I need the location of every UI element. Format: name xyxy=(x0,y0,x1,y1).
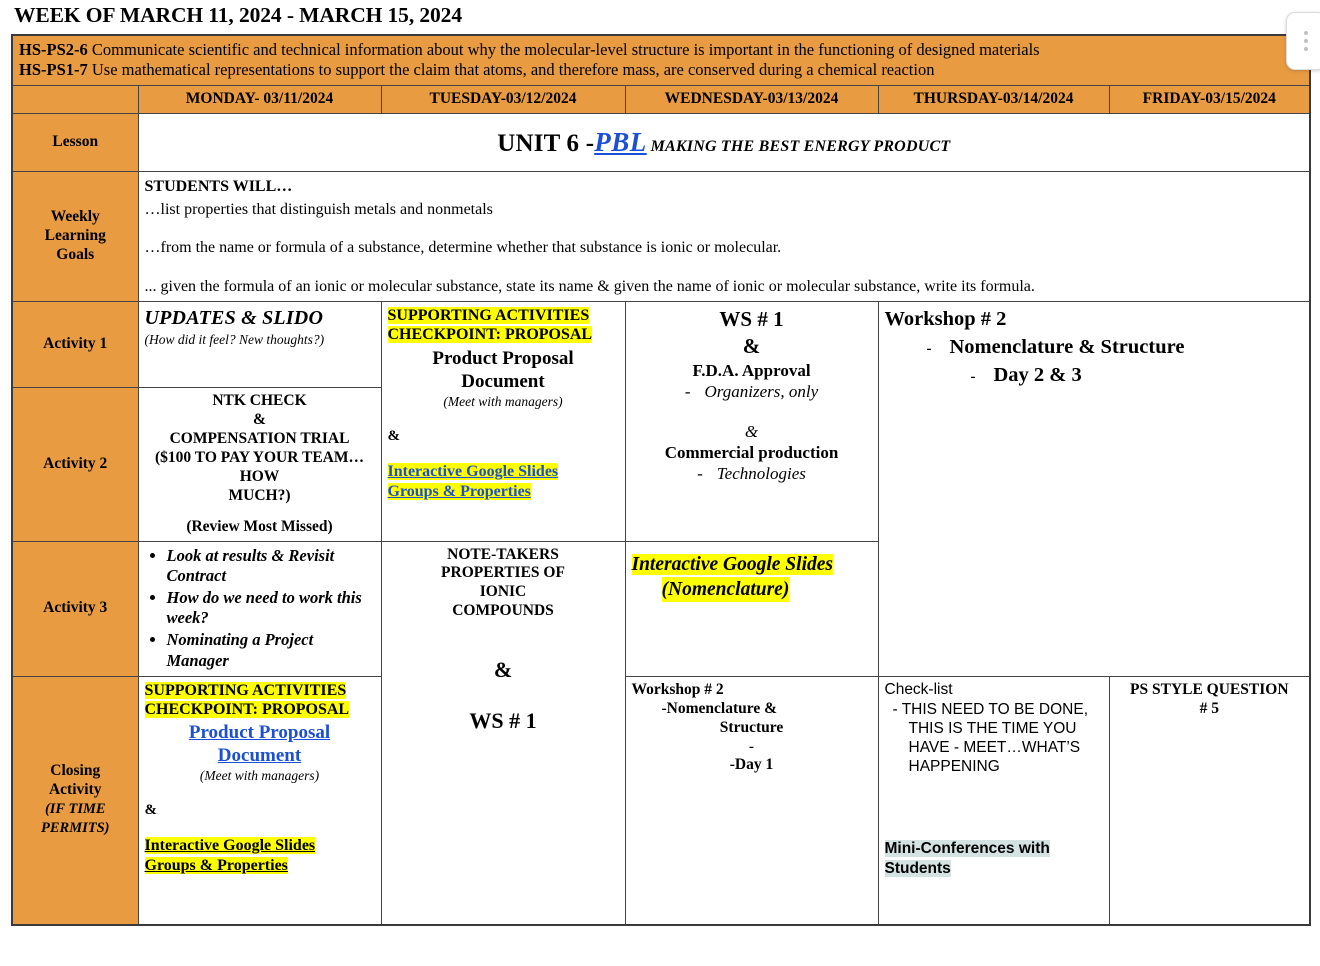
note-takers-line-4: COMPOUNDS xyxy=(452,602,554,620)
wednesday-closing-dash-2: - xyxy=(729,756,735,774)
wednesday-slides-line-1: Interactive Google Slides xyxy=(631,553,833,575)
closing-friday-cell xyxy=(1109,677,1310,925)
activity1-2-tuesday-cell xyxy=(381,302,625,541)
day-header-thursday: THURSDAY-03/14/2024 xyxy=(878,85,1109,113)
activity1-2-wednesday-cell xyxy=(625,302,878,541)
row-label-activity-3: Activity 3 xyxy=(12,541,138,677)
wednesday-organizers-text: Organizers, only xyxy=(704,381,819,401)
activity3-closing-tuesday-cell xyxy=(381,541,625,925)
note-takers-line-1: NOTE-TAKERS xyxy=(447,545,559,563)
wednesday-interactive-slides-nomenclature xyxy=(632,546,872,603)
tuesday-slides-link-line-1[interactable]: Interactive Google Slides xyxy=(387,462,559,480)
goals-line-3: ... given the formula of an ionic or molecular substance, state its name & given the name of ionic or molecular substance, write its formula. xyxy=(144,277,1035,295)
tuesday-checkpoint-line-1: SUPPORTING ACTIVITIES xyxy=(387,307,590,325)
row-label-closing-activity xyxy=(12,677,138,925)
wednesday-closing-day-text: Day 1 xyxy=(734,756,774,774)
wednesday-dash-2: - xyxy=(697,463,703,483)
wednesday-amp-1: & xyxy=(742,334,761,359)
wednesday-ws1-label: WS # 1 xyxy=(719,307,784,332)
standard-code-2: HS-PS1-7 xyxy=(19,60,88,80)
standard-text-1: Communicate scientific and technical information about why the molecular-level structure is important in the functioning of designed materials xyxy=(87,39,1040,59)
checklist-heading: Check-list xyxy=(884,681,953,699)
thursday-nomenclature-item xyxy=(885,334,1304,362)
monday-meet-managers: (Meet with managers) xyxy=(199,767,320,783)
floating-toolbar-handle[interactable] xyxy=(1286,12,1320,70)
row-label-activity: Activity xyxy=(48,780,102,798)
closing-wednesday-cell xyxy=(625,677,878,925)
note-takers-ampersand: & xyxy=(493,657,513,683)
compensation-amount-2: MUCH?) xyxy=(228,486,291,504)
list-item: • Look at results & Revisit Contract xyxy=(167,546,375,587)
activity1-row xyxy=(12,302,1310,388)
note-takers-line-3: IONIC xyxy=(479,583,527,601)
ntk-gap xyxy=(145,506,375,518)
thursday-workshop-title: Workshop # 2 xyxy=(884,308,1007,331)
row-label-weekly-goals xyxy=(12,171,138,301)
row-label-activity-2: Activity 2 xyxy=(12,388,138,541)
thursday-dash-2: - xyxy=(970,368,976,385)
row-label-if-time: (IF TIME xyxy=(44,800,106,817)
wednesday-closing-workshop-title: Workshop # 2 xyxy=(631,681,724,699)
tuesday-slides-link-line-2[interactable]: Groups & Properties xyxy=(387,482,531,500)
wednesday-technologies-item xyxy=(632,464,872,485)
review-most-missed: (Review Most Missed) xyxy=(186,517,333,535)
wednesday-amp-2: & xyxy=(744,422,759,442)
compensation-amount: ($100 TO PAY YOUR TEAM…HOW xyxy=(155,448,364,485)
dot-icon xyxy=(1304,31,1308,35)
tuesday-ampersand: & xyxy=(387,428,400,445)
wednesday-dash-1: - xyxy=(684,381,691,401)
updates-slido-subtitle: (How did it feel? New thoughts?) xyxy=(144,331,325,347)
monday-ppd-link-line-1[interactable]: Product Proposal xyxy=(188,721,331,743)
wednesday-closing-day-item xyxy=(632,756,872,775)
closing-monday-cell xyxy=(138,677,381,925)
row-label-closing: Closing xyxy=(50,762,101,780)
row-label-permits: PERMITS) xyxy=(41,820,110,837)
day-header-friday: FRIDAY-03/15/2024 xyxy=(1109,85,1310,113)
lesson-row xyxy=(12,113,1310,171)
wednesday-ws1 xyxy=(632,306,872,361)
monday-interactive-slides-link[interactable] xyxy=(145,836,375,876)
row-label-activity-1: Activity 1 xyxy=(12,302,138,388)
wednesday-technologies-text: Technologies xyxy=(716,463,806,483)
monday-ppd-link-line-2[interactable]: Document xyxy=(217,744,302,766)
thursday-nomenclature-text: Nomenclature & Structure xyxy=(949,335,1185,358)
dot-icon xyxy=(1304,39,1308,43)
day-header-monday: MONDAY- 03/11/2024 xyxy=(138,85,381,113)
activity2-monday-cell xyxy=(138,388,381,541)
activity3-monday-bullet-list xyxy=(145,546,375,672)
row-label-lesson: Lesson xyxy=(12,113,138,171)
tuesday-ppd-line-1: Product Proposal xyxy=(432,347,574,369)
monday-checkpoint-heading xyxy=(145,681,375,719)
weekly-goals-content xyxy=(138,171,1310,301)
activity1-monday-cell xyxy=(138,302,381,388)
dot-icon xyxy=(1304,47,1308,51)
day-header-tuesday: TUESDAY-03/12/2024 xyxy=(381,85,625,113)
mini-conferences-note xyxy=(885,839,1103,879)
standard-hs-ps2-6 xyxy=(19,40,1303,61)
wednesday-closing-dash-1: - xyxy=(661,700,667,718)
standard-hs-ps1-7 xyxy=(19,60,1303,81)
lesson-unit-text: UNIT 6 - xyxy=(497,129,595,157)
lesson-subtitle: MAKING THE BEST ENERGY PRODUCT xyxy=(650,137,951,155)
wednesday-closing-structure-text: Structure xyxy=(719,719,784,737)
list-item: • How do we need to work this week? xyxy=(167,588,375,629)
lesson-content-cell xyxy=(138,113,1310,171)
monday-checkpoint-line-1: SUPPORTING ACTIVITIES xyxy=(144,682,347,700)
closing-activity-row xyxy=(12,677,1310,925)
thursday-day-text: Day 2 & 3 xyxy=(993,363,1082,386)
goals-heading: STUDENTS WILL… xyxy=(144,177,293,195)
activity3-wednesday-cell xyxy=(625,541,878,677)
wednesday-slides-line-2: (Nomenclature) xyxy=(662,577,790,602)
row-label-goals: Goals xyxy=(56,245,95,263)
wednesday-commercial-production: Commercial production xyxy=(664,442,839,462)
ntk-check: NTK CHECK xyxy=(212,392,307,410)
wednesday-fda-approval: F.D.A. Approval xyxy=(692,360,811,380)
checklist-body: - THIS NEED TO BE DONE, THIS IS THE TIME YOU HAVE - MEET…WHAT’S HAPPENING xyxy=(892,701,1089,775)
list-item: • Nominating a Project Manager xyxy=(167,630,375,671)
monday-slides-link-line-2[interactable]: Groups & Properties xyxy=(144,856,288,874)
wednesday-spacer xyxy=(632,402,872,422)
standards-cell xyxy=(12,35,1310,86)
goals-line-1: …list properties that distinguish metals and nonmetals xyxy=(144,201,493,219)
monday-checkpoint-line-2: CHECKPOINT: PROPOSAL xyxy=(144,701,350,719)
mini-conferences-line-1: Mini-Conferences with xyxy=(884,839,1050,857)
tuesday-ppd-line-2: Document xyxy=(461,370,545,392)
monday-product-proposal-link[interactable] xyxy=(145,721,375,767)
wednesday-closing-nomenclature-item xyxy=(632,700,872,719)
activity3-monday-cell xyxy=(138,541,381,677)
standard-code-1: HS-PS2-6 xyxy=(19,39,88,59)
updates-slido-title: UPDATES & SLIDO xyxy=(144,307,324,330)
tuesday-checkpoint-heading xyxy=(388,306,619,344)
tuesday-checkpoint-line-2: CHECKPOINT: PROPOSAL xyxy=(387,326,593,344)
day-header-row xyxy=(12,85,1310,113)
monday-ampersand: & xyxy=(144,802,157,819)
weekly-lesson-plan-table xyxy=(11,34,1311,926)
thursday-day-item xyxy=(885,362,1304,390)
closing-thursday-cell xyxy=(878,677,1109,925)
goals-line-2: …from the name or formula of a substance, determine whether that substance is ionic or molecular. xyxy=(144,238,782,256)
day-header-blank xyxy=(12,85,138,113)
thursday-dash-1: - xyxy=(926,340,932,357)
ntk-amp: & xyxy=(253,411,266,429)
pbl-link[interactable]: PBL xyxy=(594,126,647,157)
thursday-workshop-2 xyxy=(885,306,1304,389)
note-takers-line-2: PROPERTIES OF xyxy=(441,564,565,582)
tuesday-product-proposal-doc xyxy=(388,347,619,393)
compensation-trial: COMPENSATION TRIAL xyxy=(169,429,350,447)
mini-conferences-line-2: Students xyxy=(884,859,951,877)
day-header-wednesday: WEDNESDAY-03/13/2024 xyxy=(625,85,878,113)
ps-style-question-line-2: # 5 xyxy=(1199,700,1219,718)
weekly-goals-row xyxy=(12,171,1310,301)
tuesday-meet-managers: (Meet with managers) xyxy=(443,393,563,409)
row-label-learning: Learning xyxy=(44,227,106,245)
note-takers-ws1: WS # 1 xyxy=(469,707,537,733)
activity1-2-3-thursday-friday-cell xyxy=(878,302,1310,677)
monday-slides-link-line-1[interactable]: Interactive Google Slides xyxy=(144,836,316,854)
wednesday-organizers-item xyxy=(632,382,872,403)
wednesday-closing-nomenclature-text: Nomenclature & xyxy=(666,700,778,718)
wednesday-closing-dash-mid: - xyxy=(749,738,754,755)
standard-text-2: Use mathematical representations to support the claim that atoms, and therefore mass, are conserved during a chemical reaction xyxy=(87,60,935,80)
tuesday-interactive-slides-link[interactable] xyxy=(388,462,619,502)
standards-row xyxy=(12,35,1310,86)
page-title: WEEK OF MARCH 11, 2024 - MARCH 15, 2024 xyxy=(14,3,462,27)
ps-style-question-line-1: PS STYLE QUESTION xyxy=(1130,681,1289,699)
row-label-weekly: Weekly xyxy=(50,208,100,226)
